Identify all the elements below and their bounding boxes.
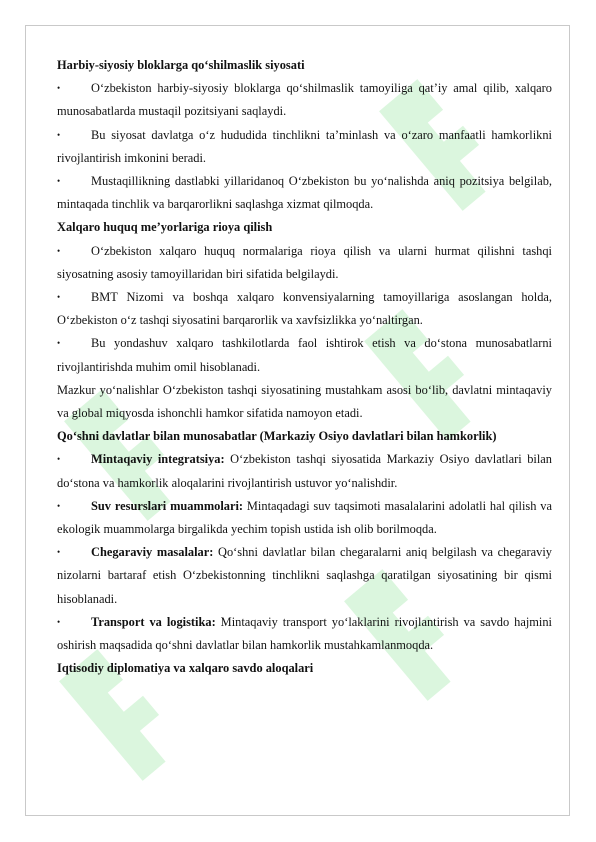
list-item-text: Mintaqaviy transport yo‘laklarini rivojlantirish va savdo hajmini oshirish maqsadida qo‘shni davlatlar bilan hamkorlik mustahkamlanmoqda. — [57, 614, 553, 653]
list-item — [57, 495, 552, 541]
document-body — [57, 54, 552, 680]
list-item — [57, 541, 552, 611]
list-item — [57, 448, 552, 494]
list-item: • O‘zbekiston harbiy-siyosiy bloklarga qo‘shilmaslik tamoyiliga qat’iy amal qilib, xalqaro munosabatlarda mustaqil pozitsiyani saqlaydi. — [57, 77, 552, 123]
summary-paragraph: Mazkur yo‘nalishlar O‘zbekiston tashqi siyosatining mustahkam asosi bo‘lib, davlatni mintaqaviy va global miqyosda ishonchli hamkor sifatida namoyon etadi. — [57, 382, 552, 421]
list-item: • O‘zbekiston xalqaro huquq normalariga rioya qilish va ularni hurmat qilishni tashqi siyosatning asosiy tamoyillaridan biri sifatida belgilaydi. — [57, 240, 552, 286]
list-item-text: O‘zbekiston tashqi siyosatida Markaziy Osiyo davlatlari bilan do‘stona va hamkorlik aloqalarini rivojlantirish ustuvor yo‘nalishdir. — [57, 452, 552, 490]
list-item: • Bu yondashuv xalqaro tashkilotlarda faol ishtirok etish va do‘stona munosabatlarni rivojlantirishda muhim omil hisoblanadi. — [57, 332, 552, 378]
list-item-term: Transport va logistika: — [91, 614, 216, 629]
section-heading: Harbiy-siyosiy bloklarga qo‘shilmaslik siyosati — [57, 58, 305, 72]
list-item-term: Mintaqaviy integratsiya: — [91, 452, 225, 467]
section-heading: Xalqaro huquq me’yorlariga rioya qilish — [57, 220, 273, 235]
list-item-term: Chegaraviy masalalar: — [91, 545, 214, 560]
list-item: • Mustaqillikning dastlabki yillaridanoq O‘zbekiston bu yo‘nalishda aniq pozitsiya belgilab, mintaqada tinchlik va barqarorlikni saqlashga xizmat qilmoqda. — [57, 170, 552, 216]
section-heading: Iqtisodiy diplomatiya va xalqaro savdo aloqalari — [57, 661, 314, 676]
list-item-text: Qo‘shni davlatlar bilan chegaralarni aniq belgilash va chegaraviy nizolarni bartaraf etish O‘zbekistonning tinchlikni saqlashga qaratilgan siyosatining bir qismi hisoblanadi. — [57, 545, 553, 606]
list-item — [57, 611, 552, 657]
list-item-term: Suv resurslari muammolari: — [91, 498, 244, 513]
list-item-text: Mintaqadagi suv taqsimoti masalalarini adolatli hal qilish va ekologik muammolarga birgalikda yechim topish ustida ish olib borilmoqda. — [57, 498, 552, 537]
section-heading: Qo‘shni davlatlar bilan munosabatlar (Markaziy Osiyo davlatlari bilan hamkorlik) — [57, 429, 497, 444]
list-item: • Bu siyosat davlatga o‘z hududida tinchlikni ta’minlash va o‘zaro manfaatli hamkorlikni rivojlantirish imkonini beradi. — [57, 124, 552, 170]
list-item: • BMT Nizomi va boshqa xalqaro konvensiyalarning tamoyillariga asoslangan holda, O‘zbekiston o‘z tashqi siyosatini barqarorlik va xavfsizlikka yo‘naltirgan. — [57, 286, 552, 332]
